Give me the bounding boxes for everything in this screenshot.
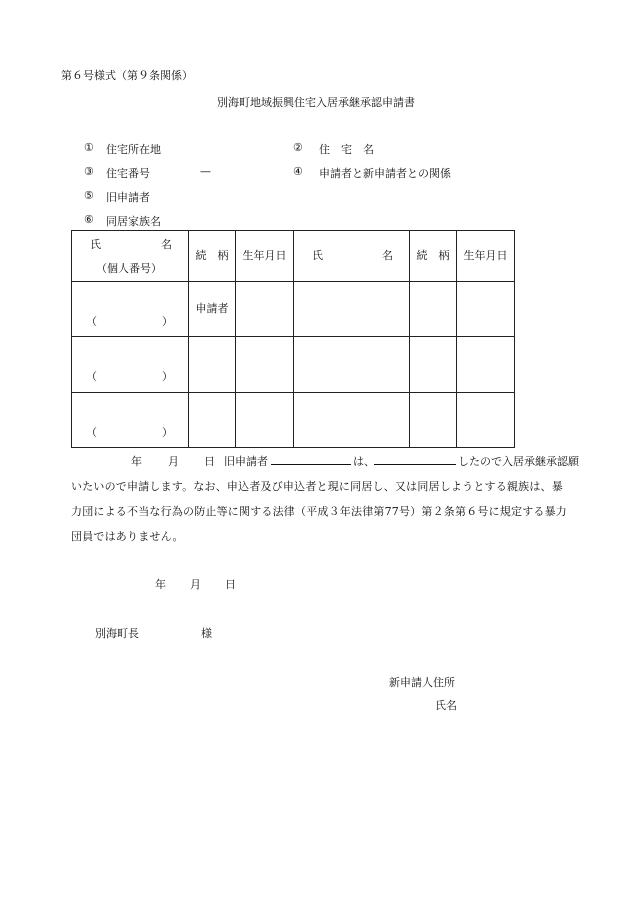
- row1-name-cell: [72, 282, 189, 337]
- reason-line: [374, 452, 456, 465]
- date-month: 月: [190, 578, 201, 591]
- row1-relation: 申請者: [195, 302, 229, 315]
- row3-dob2-cell: [457, 393, 515, 448]
- row2-relation2-cell: [410, 337, 457, 393]
- table-row: [72, 393, 515, 448]
- header-name-a: 氏: [90, 238, 101, 251]
- header-personal-number: （個人番号）: [96, 262, 162, 275]
- date-year: 年: [155, 578, 166, 591]
- body-line2: いたいので申請します。なお、申込者及び申込者と現に同居し、又は同居しようとする親族は、暴: [71, 480, 563, 493]
- body-wa: は、: [353, 455, 375, 468]
- body-old-applicant: 旧申請者: [224, 455, 268, 468]
- header2-name-cell: [294, 231, 410, 282]
- item-5-label: 旧申請者: [106, 191, 150, 204]
- row1-relation-cell: [189, 282, 236, 337]
- body-month: 月: [168, 455, 179, 468]
- item-4-number: ④: [293, 165, 303, 178]
- header-name-cell: [72, 231, 189, 282]
- body-day: 日: [204, 455, 215, 468]
- row2-name-cell: [72, 337, 189, 393]
- body-line3: 力団による不当な行為の防止等に関する法律（平成３年法律第77号）第２条第６号に規定する暴力: [71, 505, 567, 518]
- header2-dob: 生年月日: [463, 249, 508, 262]
- header-dob-cell: [236, 231, 294, 282]
- header2-relation: 続 柄: [416, 249, 450, 262]
- form-title: 別海町地域振興住宅入居承継承認申請書: [217, 96, 415, 109]
- row1-relation2-cell: [410, 282, 457, 337]
- header-dob: 生年月日: [242, 249, 287, 262]
- item-3-number: ③: [84, 165, 94, 178]
- row2-dob2-cell: [457, 337, 515, 393]
- row1-paren-close: ）: [162, 315, 173, 328]
- row1-dob2-cell: [457, 282, 515, 337]
- item-2-label: 住 宅 名: [319, 143, 374, 156]
- item-1-number: ①: [84, 141, 94, 154]
- item-4-label: 申請者と新申請者との関係: [319, 167, 451, 180]
- header2-dob-cell: [457, 231, 515, 282]
- row3-relation2-cell: [410, 393, 457, 448]
- row1-dob-cell: [236, 282, 294, 337]
- header-relation-cell: [189, 231, 236, 282]
- item-2-number: ②: [293, 141, 303, 154]
- date-day: 日: [225, 578, 236, 591]
- item-6-label: 同居家族名: [106, 215, 161, 228]
- row1-name2-cell: [294, 282, 410, 337]
- form-number: 第６号様式（第９条関係）: [61, 69, 193, 82]
- row3-name2-cell: [294, 393, 410, 448]
- old-applicant-line: [271, 452, 351, 465]
- header-relation: 続 柄: [195, 249, 229, 262]
- addressee-honorific: 様: [201, 627, 212, 640]
- new-applicant-name-label: 氏名: [435, 699, 457, 712]
- item-5-number: ⑤: [84, 189, 94, 202]
- header2-relation-cell: [410, 231, 457, 282]
- header2-name-b: 名: [382, 249, 393, 262]
- table-header-row: [72, 231, 515, 282]
- row2-name2-cell: [294, 337, 410, 393]
- row1-paren-open: （: [86, 315, 97, 328]
- item-6-number: ⑥: [84, 213, 94, 226]
- item-3-dash: —: [200, 165, 211, 178]
- body-line4: 団員ではありません。: [71, 530, 184, 543]
- row3-paren-close: ）: [162, 426, 173, 439]
- family-table: [71, 230, 515, 448]
- table-row: [72, 337, 515, 393]
- row3-dob-cell: [236, 393, 294, 448]
- row3-relation-cell: [189, 393, 236, 448]
- row2-paren-close: ）: [162, 370, 173, 383]
- header-name-b: 名: [161, 238, 172, 251]
- row2-relation-cell: [189, 337, 236, 393]
- new-applicant-address-label: 新申請人住所: [389, 676, 455, 689]
- item-3-label: 住宅番号: [106, 167, 150, 180]
- table-row: [72, 282, 515, 337]
- row3-name-cell: [72, 393, 189, 448]
- row2-dob-cell: [236, 337, 294, 393]
- item-1-label: 住宅所在地: [106, 143, 161, 156]
- row2-paren-open: （: [86, 370, 97, 383]
- row3-paren-open: （: [86, 426, 97, 439]
- addressee-name: 別海町長: [95, 627, 139, 640]
- body-line1-end: したので入居承継承認願: [458, 455, 579, 468]
- body-year: 年: [131, 455, 142, 468]
- header2-name-a: 氏: [312, 249, 323, 262]
